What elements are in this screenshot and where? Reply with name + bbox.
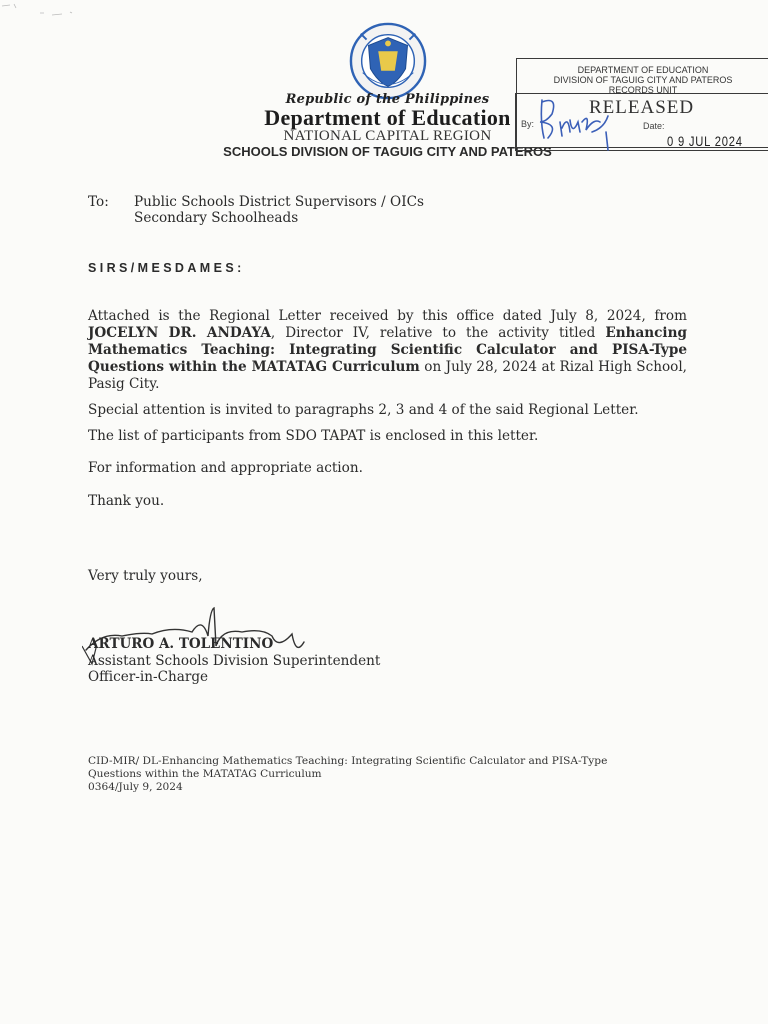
footer-line-3: 0364/July 9, 2024 bbox=[88, 781, 183, 793]
stamp-status: RELEASED bbox=[589, 97, 695, 118]
body-paragraph-4: For information and appropriate action. bbox=[88, 460, 363, 476]
stamp-line-3: RECORDS UNIT bbox=[608, 85, 678, 95]
p1-text-a: Attached is the Regional Letter received by this office dated July 8, 2024, from bbox=[88, 308, 687, 324]
scan-marks bbox=[0, 0, 90, 20]
handwritten-initials bbox=[534, 92, 614, 152]
stamp-date-value: 0 9 JUL 2024 bbox=[667, 133, 743, 149]
signatory-name: ARTURO A. TOLENTINO bbox=[88, 636, 274, 652]
body-paragraph-3: The list of participants from SDO TAPAT is enclosed in this letter. bbox=[88, 428, 539, 444]
recipient-line-2: Secondary Schoolheads bbox=[134, 210, 299, 226]
closing: Very truly yours, bbox=[88, 568, 203, 584]
signatory-title: Assistant Schools Division Superintendent bbox=[88, 653, 381, 669]
p1-text-c: on July 28, 2024 at Rizal High School, Pasig City. bbox=[88, 359, 688, 392]
body-paragraph-2: Special attention is invited to paragraphs 2, 3 and 4 of the said Regional Letter. bbox=[88, 402, 639, 418]
salutation: SIRS/MESDAMES: bbox=[88, 261, 245, 275]
p1-activity-title: Enhancing Mathematics Teaching: Integrating Scientific Calculator and PISA-Type Questions within the MATATAG Curriculum bbox=[88, 325, 687, 375]
deped-seal-icon bbox=[349, 22, 427, 100]
republic-heading: Republic of the Philippines bbox=[285, 92, 490, 107]
division-heading: SCHOOLS DIVISION OF TAGUIG CITY AND PATEROS bbox=[223, 144, 552, 159]
signatory-role: Officer-in-Charge bbox=[88, 669, 209, 685]
department-heading: Department of Education bbox=[264, 105, 511, 130]
p1-director-name: JOCELYN DR. ANDAYA bbox=[88, 325, 271, 341]
to-label: To: bbox=[88, 194, 109, 210]
stamp-line-1: DEPARTMENT OF EDUCATION bbox=[577, 65, 709, 75]
stamp-date-label: Date: bbox=[643, 121, 665, 131]
stamp-by-label: By: bbox=[521, 119, 535, 129]
stamp-line-2: DIVISION OF TAGUIG CITY AND PATEROS bbox=[553, 75, 733, 85]
region-heading: NATIONAL CAPITAL REGION bbox=[283, 128, 492, 144]
footer-line-1: CID-MIR/ DL-Enhancing Mathematics Teaching: Integrating Scientific Calculator and PISA-Type bbox=[88, 755, 608, 767]
body-paragraph-1 bbox=[88, 308, 687, 393]
recipient-line-1: Public Schools District Supervisors / OICs bbox=[134, 194, 424, 210]
thank-you: Thank you. bbox=[88, 493, 165, 509]
p1-text-b: , Director IV, relative to the activity titled bbox=[270, 325, 606, 341]
footer-line-2: Questions within the MATATAG Curriculum bbox=[88, 768, 322, 780]
